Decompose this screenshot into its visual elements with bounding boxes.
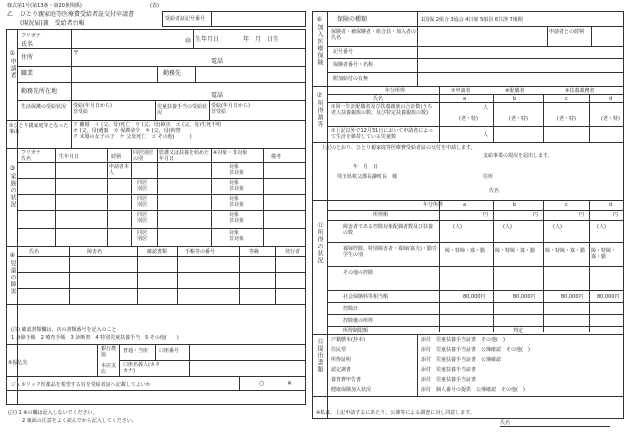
proof-check-5[interactable]: 添付 児童扶養手当証書: [421, 377, 477, 383]
docs-note-list: 1 身障手帳 2 療育手帳 3 診断書 4 特別児童扶養手当 5 その他( ): [11, 335, 179, 341]
income-person-c: (人): [553, 224, 562, 230]
income-calc-d: d: [609, 96, 613, 102]
furigana-label: フリガナ: [21, 33, 41, 39]
family-col-relation: 続柄: [111, 154, 122, 160]
income-social-a: 80,000円: [463, 294, 486, 300]
generic-no[interactable]: ✕: [287, 380, 293, 387]
zip-mark: 〒: [73, 50, 80, 57]
income-calc-name: 氏名: [373, 96, 384, 102]
declaration-text-2: 支給事業の現況を届出します。: [483, 153, 553, 159]
dis-col-grade: 等級: [249, 249, 260, 255]
proof-check-2[interactable]: 添付 児童扶養手当証書 公簿確認 その他( ): [421, 347, 530, 353]
account-number-label: 口座番号: [159, 348, 180, 354]
insurer-number-label: 保険者番号・名称: [333, 62, 374, 68]
address-label: 住所: [21, 54, 34, 61]
income-col-d: d: [609, 202, 613, 208]
family-dwell-3[interactable]: 同居 別居: [137, 196, 148, 208]
family-dwell-2[interactable]: 同居 別居: [137, 180, 148, 192]
declaration-date[interactable]: 年 月 日: [353, 164, 379, 170]
account-type[interactable]: 普通・当座: [123, 348, 149, 354]
note-1: (注) 1 ※の欄は記入しないでください。: [8, 410, 98, 416]
declaration-name[interactable]: 氏名: [489, 188, 500, 194]
dependents-unit-a: 人: [483, 105, 489, 111]
form-number: 様式第1号(第13条・第20条関係): [7, 3, 82, 9]
insurance-holder-label: 保険者・被保険者・組合員・加入者の氏名: [331, 29, 417, 41]
family-col-target: ※対象・非対象: [213, 150, 248, 156]
dob-field[interactable]: 年 月 日生: [243, 36, 280, 43]
child-allowance-label: 児童扶養手当の受給状況: [157, 104, 208, 116]
proof-check-1[interactable]: 添付 児童扶養手当証書 その他( ): [421, 337, 505, 343]
family-target-4[interactable]: 対象 非対象: [229, 212, 245, 224]
income-dep-label: 障害者である控除対象配偶者数及び扶養の数: [343, 224, 434, 236]
welfare-options[interactable]: 受給(年月日から) 非受給: [73, 103, 112, 115]
right-form-block: [312, 11, 624, 419]
proof-item-3: 所得証明: [331, 357, 352, 363]
proof-check-3[interactable]: 添付 児童扶養手当証書 公簿確認: [421, 357, 502, 363]
form-subtitle: (現況届)兼 受給者台帳: [20, 20, 85, 27]
income-calc-spouse: ⑧配偶者: [505, 88, 525, 94]
proof-check-4[interactable]: 添付 児童扶養手当証書: [421, 367, 477, 373]
income-yen-b: 円: [533, 212, 539, 218]
family-col-note: 備考: [271, 154, 282, 160]
income-social-label: 社会保険料等相当額: [343, 294, 389, 300]
family-col-name: フリガナ 氏名: [21, 150, 41, 162]
family-target-2[interactable]: 対象 非対象: [229, 180, 245, 192]
income-marks-c[interactable]: 障・特障・寡・勤: [545, 248, 586, 254]
tel-label: 電話: [211, 58, 224, 65]
family-col-care-start: 監護又は扶養を始めた年月日: [159, 150, 210, 162]
dependents-old-d: (老・特): [601, 116, 620, 122]
income-judge-label: 判定: [513, 328, 524, 334]
dis-col-docs: 確認書類: [147, 249, 168, 255]
dependents-old-a: (老・特): [459, 116, 478, 122]
income-limit-label: 所得制限額: [343, 328, 369, 334]
form-maru-label: 乙: [7, 11, 14, 18]
bank-label: ⑤振込先: [8, 360, 28, 366]
income-calc-applicant: ⑦申請者: [451, 88, 471, 94]
dependents-row-label: ①同一生計配偶者及び扶養親族の合計数(うち老人扶養親族の数、及び特定扶養親族の数): [331, 104, 433, 116]
income-person-d: (人): [597, 224, 606, 230]
dis-col-number: 手帳等の番号: [185, 249, 216, 255]
docs-note-title: (注) 確認書類欄は、次の書類番号を記入のこと: [11, 327, 117, 333]
income-col-b: b: [513, 202, 517, 208]
proof-item-5: 養育費申告書: [331, 377, 362, 383]
dis-col-name: 氏名: [29, 249, 40, 255]
name-label: 氏名: [21, 41, 34, 48]
income-social-c: 80,000円: [561, 294, 584, 300]
work-tel-label: 電話: [211, 92, 224, 99]
declaration-addressee: 埼玉県秩父郡長瀞町長 様: [337, 174, 398, 180]
income-marks-a[interactable]: 障・特障・寡・勤: [445, 248, 486, 254]
form-title: ひとり親家庭等医療費受給者証交付申請書: [20, 11, 135, 18]
family-col-dob: 生年月日: [59, 154, 80, 160]
proof-check-6[interactable]: 添付 個人番号の提供 公簿確認 その他( ): [421, 387, 525, 393]
applicant-name-field[interactable]: [73, 31, 183, 47]
income-other-label: その他の控除: [343, 270, 374, 276]
income-section-label: ⑪所得の状況: [316, 222, 323, 264]
income-col-a: a: [463, 202, 467, 208]
form-side: (表): [150, 3, 159, 9]
declaration-address[interactable]: 住所: [483, 174, 494, 180]
consent-note: ※私は、上記申請するにあたり、公簿等による調査に対し同意します。: [316, 410, 475, 416]
proof-item-4: 認定調書: [331, 367, 352, 373]
declaration-text-1: 上記のとおり、ひとり親家庭等医療費受給者証の交付を申請します。: [321, 145, 476, 151]
generic-question: ジェネリック医薬品を希望する旨を受給者証へ記載してよいか: [11, 382, 151, 388]
relation-label: 申請者との続柄: [549, 29, 585, 35]
dependents-old-c: (老・特): [557, 116, 576, 122]
disability-section-label: ④児童の障害: [9, 252, 16, 295]
income-person-b: (人): [503, 224, 512, 230]
applicant-section-label: ①申請者: [9, 50, 16, 79]
workplace-label: 勤務先: [163, 70, 182, 77]
income-deduction-total: 控除計: [343, 306, 359, 312]
occupation-label: 職業: [21, 70, 34, 77]
family-target-3[interactable]: 対象 非対象: [229, 196, 245, 208]
income-year: 年分所得: [423, 202, 444, 208]
family-dwell-5[interactable]: 同居 別居: [137, 230, 148, 242]
recipient-number-box[interactable]: [162, 11, 306, 27]
income-calc-supporter: ⑨扶養義務者: [565, 88, 595, 94]
income-amount-label: 所得額: [373, 212, 389, 218]
dis-col-issuer: 発行者: [285, 249, 301, 255]
symbol-number-label: 記号番号: [333, 49, 354, 55]
family-dwell-4[interactable]: 同居 別居: [137, 212, 148, 224]
income-widow-label: 寡婦控除、特別障害者・寡婦(寡夫)・勤労学生の別: [343, 246, 437, 258]
income-calc-a: a: [463, 96, 467, 102]
income-marks-b[interactable]: 障・特障・寡・勤: [495, 248, 536, 254]
income-social-d: 80,000円: [597, 294, 620, 300]
dob-label: 生年月日: [195, 36, 220, 43]
child-allowance-options[interactable]: 受給(年月日から) 非受給: [211, 103, 250, 115]
account-holder-label: 口座名義人(カタカナ): [123, 362, 160, 374]
recipient-number-label: 受給者証記号番号: [165, 16, 206, 22]
proof-item-1: 戸籍謄本(抄本): [331, 337, 365, 343]
income-yen-c: 円: [579, 212, 585, 218]
income-social-b: 80,000円: [513, 294, 536, 300]
generic-yes[interactable]: ○: [259, 380, 265, 387]
dependents-old-b: (老・特): [509, 116, 528, 122]
proof-section-label: ⑫提出書類: [316, 338, 323, 373]
income-calc-c: c: [565, 96, 568, 102]
consent-signature[interactable]: 氏名: [500, 420, 610, 427]
family-col-dwelling: 同居別居の別: [133, 150, 154, 162]
proof-item-6: 健康保険加入状況: [331, 387, 372, 393]
insurance-kind-label: 保険の種類: [337, 16, 368, 23]
bank-type-label: 銀行農協: [101, 346, 117, 358]
income-calc-year: 年分所得: [385, 88, 406, 94]
family-target-1[interactable]: 対象 非対象: [229, 164, 245, 176]
income-col-c: c: [565, 202, 568, 208]
family-self-label: 申請者本人: [109, 164, 130, 176]
income-marks-d[interactable]: 障・特障・寡・勤: [591, 248, 617, 260]
children-unit: 人: [483, 132, 489, 138]
family-section-label: ③家族の状況: [9, 165, 16, 208]
insurance-section-label: ⑥加入医療保険: [316, 16, 323, 66]
income-calc-b: b: [513, 96, 517, 102]
left-form-block: [6, 29, 306, 405]
income-after-deduction: 控除後の所得: [343, 318, 374, 324]
seal-mark: ㊞: [185, 38, 192, 45]
income-person-a: (人): [453, 224, 462, 230]
children-row-label: ①上記以外で12月31日において申請者によって生計を維持している児童数: [331, 128, 434, 140]
family-target-5[interactable]: 対象 非対象: [229, 230, 245, 242]
dis-col-name2: 障害名: [87, 249, 103, 255]
note-2: 2 裏面の注意をよく読んでから記入してください。: [22, 418, 137, 424]
work-address-label: 勤務先所在地: [21, 88, 58, 95]
benefit-label: 附加給付の有無: [333, 76, 369, 82]
income-yen-d: 円: [613, 212, 619, 218]
reason-options[interactable]: ア 離婚 イ (父、母)死亡 ウ (父、母)障害 エ (父、母)生死不明 オ (父、母)遺棄 カ 保護命令 キ (父、母)拘禁 ク 未婚の女子の子 ケ 父母死亡 コ その他( ): [73, 122, 222, 140]
branch-label: 本店支店: [101, 363, 117, 375]
income-calc-section-label: ⑦所得割等: [316, 92, 323, 128]
income-yen-a: 円: [483, 212, 489, 218]
reason-label: ②ひとり親家庭等となった事由: [9, 123, 69, 135]
insurance-kinds[interactable]: 1国保 2組合 3協会 4日雇 5船員 6共済 7後期: [421, 17, 523, 23]
welfare-label: 生活保護の受給状況: [21, 104, 67, 110]
proof-item-2: 住民票: [331, 347, 347, 353]
